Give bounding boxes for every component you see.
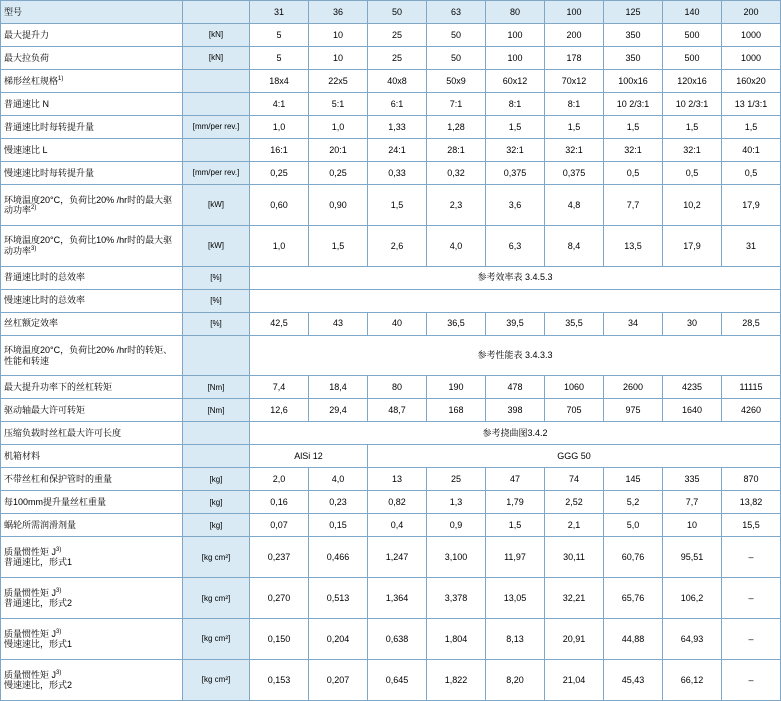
cell-value: 31 [722, 225, 781, 266]
row-label [1, 162, 183, 185]
row-label-secondary: 慢速速比，形式2 [4, 679, 73, 690]
cell-value: 0,5 [663, 162, 722, 185]
cell-value: 42,5 [250, 312, 309, 335]
cell-value: 25 [427, 468, 486, 491]
row-label [1, 139, 183, 162]
cell-value: 21,04 [545, 659, 604, 700]
row-label [1, 225, 183, 266]
cell-value: 13,82 [722, 491, 781, 514]
cell-value: 500 [663, 47, 722, 70]
cell-value: 80 [368, 376, 427, 399]
cell-value: 0,90 [309, 185, 368, 226]
row-label [1, 468, 183, 491]
row-label-superscript: 3) [56, 547, 62, 554]
table-row [1, 422, 781, 445]
row-label [1, 399, 183, 422]
cell-value: 18,4 [309, 376, 368, 399]
row-label-text: 压缩负载时丝杠最大许可长度 [4, 428, 122, 439]
cell-value: 4,0 [309, 468, 368, 491]
cell-value: 0,07 [250, 514, 309, 537]
cell-value: 29,4 [309, 399, 368, 422]
cell-value: 40x8 [368, 70, 427, 93]
cell-value: 30,11 [545, 537, 604, 578]
cell-value: 1,5 [368, 185, 427, 226]
cell-value: 100x16 [604, 70, 663, 93]
table-header-row [1, 1, 781, 24]
cell-value: 0,153 [250, 659, 309, 700]
row-unit: [%] [183, 312, 250, 335]
cell-value: 0,9 [427, 514, 486, 537]
row-label-text: 普通速比时的总效率 [4, 272, 86, 283]
cell-value: 50 [427, 47, 486, 70]
table-row [1, 266, 781, 289]
row-label [1, 514, 183, 537]
header-model-63: 63 [427, 1, 486, 24]
cell-value: 1,3 [427, 491, 486, 514]
row-unit: [kg cm²] [183, 578, 250, 619]
cell-value: 2,1 [545, 514, 604, 537]
row-span-note: 参考挠曲图3.4.2 [250, 422, 781, 445]
header-model-31: 31 [250, 1, 309, 24]
row-unit: [mm/per rev.] [183, 116, 250, 139]
cell-value: 8:1 [545, 93, 604, 116]
row-label-text: 最大拉负荷 [4, 52, 50, 63]
cell-value: 0,204 [309, 619, 368, 660]
row-label [1, 376, 183, 399]
cell-value: 0,237 [250, 537, 309, 578]
cell-value: 66,12 [663, 659, 722, 700]
row-unit: [kg cm²] [183, 619, 250, 660]
row-label [1, 578, 183, 619]
row-unit: [%] [183, 266, 250, 289]
cell-value: – [722, 659, 781, 700]
row-label-text: 质量惯性矩 J [4, 628, 57, 639]
cell-value: 1,28 [427, 116, 486, 139]
row-label [1, 422, 183, 445]
cell-value: 4:1 [250, 93, 309, 116]
cell-value: 1060 [545, 376, 604, 399]
cell-value: 1,5 [309, 225, 368, 266]
row-unit [183, 139, 250, 162]
row-label-text: 普通速比时每转提升量 [4, 121, 95, 132]
cell-value: 2,52 [545, 491, 604, 514]
cell-value: 2600 [604, 376, 663, 399]
cell-value: 0,5 [604, 162, 663, 185]
cell-value: 10 2/3:1 [604, 93, 663, 116]
row-label-superscript: 2) [31, 204, 37, 211]
table-row [1, 162, 781, 185]
cell-value: 12,6 [250, 399, 309, 422]
row-label-text: 质量惯性矩 J [4, 547, 57, 558]
table-row [1, 225, 781, 266]
cell-value: 120x16 [663, 70, 722, 93]
header-model-label: 型号 [1, 1, 183, 24]
cell-value: 13 [368, 468, 427, 491]
cell-value: 0,645 [368, 659, 427, 700]
cell-value: 478 [486, 376, 545, 399]
cell-value: 34 [604, 312, 663, 335]
row-label-secondary: 慢速速比，形式1 [4, 639, 73, 650]
cell-value: 13 1/3:1 [722, 93, 781, 116]
row-label [1, 445, 183, 468]
row-label-text: 丝杠额定效率 [4, 318, 59, 329]
cell-value: 32:1 [486, 139, 545, 162]
row-label-text: 蜗轮所需润滑剂量 [4, 520, 77, 531]
row-label-text: 不带丝杠和保护管时的重量 [4, 474, 113, 485]
row-unit [183, 93, 250, 116]
cell-value: 17,9 [663, 225, 722, 266]
cell-value: 178 [545, 47, 604, 70]
cell-value: 1,0 [250, 116, 309, 139]
row-label-text: 慢速速比时每转提升量 [4, 167, 95, 178]
cell-value: 8,13 [486, 619, 545, 660]
row-unit: [kN] [183, 47, 250, 70]
cell-value: 24:1 [368, 139, 427, 162]
row-label [1, 185, 183, 226]
cell-value: 5:1 [309, 93, 368, 116]
row-label-text: 慢速速比 L [4, 144, 48, 155]
cell-value: 398 [486, 399, 545, 422]
cell-value: 15,5 [722, 514, 781, 537]
row-split-left: AlSi 12 [250, 445, 368, 468]
table-row [1, 116, 781, 139]
cell-value: 1,79 [486, 491, 545, 514]
table-row [1, 399, 781, 422]
cell-value: 13,5 [604, 225, 663, 266]
row-label-superscript: 3) [56, 669, 62, 676]
cell-value: 0,513 [309, 578, 368, 619]
cell-value: 47 [486, 468, 545, 491]
row-label-text: 普通速比 N [4, 98, 50, 109]
cell-value: 1,0 [250, 225, 309, 266]
row-span-note: 参考效率表 3.4.5.3 [250, 266, 781, 289]
cell-value: 2,6 [368, 225, 427, 266]
row-unit: [Nm] [183, 376, 250, 399]
cell-value: 65,76 [604, 578, 663, 619]
cell-value: 335 [663, 468, 722, 491]
header-model-80: 80 [486, 1, 545, 24]
cell-value: 350 [604, 47, 663, 70]
cell-value: 1,0 [309, 116, 368, 139]
row-unit: [kg] [183, 514, 250, 537]
cell-value: 22x5 [309, 70, 368, 93]
cell-value: 1,5 [604, 116, 663, 139]
cell-value: 45,43 [604, 659, 663, 700]
table-row [1, 491, 781, 514]
cell-value: 32:1 [545, 139, 604, 162]
header-model-200: 200 [722, 1, 781, 24]
cell-value: 1640 [663, 399, 722, 422]
cell-value: 7,4 [250, 376, 309, 399]
row-label [1, 70, 183, 93]
cell-value: 870 [722, 468, 781, 491]
cell-value: 10 [309, 47, 368, 70]
cell-value: 70x12 [545, 70, 604, 93]
row-label-superscript: 1) [58, 75, 64, 82]
cell-value: 168 [427, 399, 486, 422]
row-unit [183, 70, 250, 93]
cell-value: 100 [486, 24, 545, 47]
row-label-text: 环境温度20°C，负荷比20% /hr时的最大驱动功率 [4, 194, 173, 215]
row-unit: [mm/per rev.] [183, 162, 250, 185]
cell-value: 0,4 [368, 514, 427, 537]
cell-value: 1,5 [486, 116, 545, 139]
cell-value: 0,32 [427, 162, 486, 185]
cell-value: 10,2 [663, 185, 722, 226]
row-unit: [Nm] [183, 399, 250, 422]
cell-value: 28:1 [427, 139, 486, 162]
row-unit: [kW] [183, 185, 250, 226]
cell-value: 200 [545, 24, 604, 47]
cell-value: 1000 [722, 24, 781, 47]
row-unit: [kg] [183, 468, 250, 491]
cell-value: 0,25 [250, 162, 309, 185]
row-label-text: 质量惯性矩 J [4, 669, 57, 680]
cell-value: 4,8 [545, 185, 604, 226]
cell-value: 3,100 [427, 537, 486, 578]
row-label-text: 慢速速比时的总效率 [4, 295, 86, 306]
cell-value: 60x12 [486, 70, 545, 93]
row-unit: [kN] [183, 24, 250, 47]
cell-value: 20,91 [545, 619, 604, 660]
cell-value: 1,364 [368, 578, 427, 619]
cell-value: 1,822 [427, 659, 486, 700]
cell-value: 48,7 [368, 399, 427, 422]
row-span-note [250, 289, 781, 312]
cell-value: 5,2 [604, 491, 663, 514]
table-row [1, 47, 781, 70]
cell-value: 7,7 [663, 491, 722, 514]
row-span-note: 参考性能表 3.4.3.3 [250, 335, 781, 376]
row-label [1, 266, 183, 289]
cell-value: 4,0 [427, 225, 486, 266]
header-model-50: 50 [368, 1, 427, 24]
cell-value: 36,5 [427, 312, 486, 335]
header-model-125: 125 [604, 1, 663, 24]
row-unit [183, 335, 250, 376]
table-row [1, 312, 781, 335]
header-unit [183, 1, 250, 24]
row-label-secondary: 普通速比，形式2 [4, 598, 73, 609]
row-label-text: 环境温度20°C，负荷比20% /hr时的转矩、性能和转速 [4, 345, 173, 366]
cell-value: 8:1 [486, 93, 545, 116]
row-label [1, 491, 183, 514]
cell-value: 0,375 [486, 162, 545, 185]
row-unit: [kg cm²] [183, 659, 250, 700]
cell-value: 74 [545, 468, 604, 491]
row-unit: [kg cm²] [183, 537, 250, 578]
table-row [1, 578, 781, 619]
header-model-140: 140 [663, 1, 722, 24]
row-label-superscript: 3) [56, 587, 62, 594]
table-row [1, 185, 781, 226]
cell-value: 1,5 [545, 116, 604, 139]
cell-value: 0,16 [250, 491, 309, 514]
row-unit: [kg] [183, 491, 250, 514]
cell-value: – [722, 578, 781, 619]
row-label [1, 93, 183, 116]
cell-value: 11115 [722, 376, 781, 399]
row-label-text: 环境温度20°C，负荷比10% /hr时的最大驱动功率 [4, 235, 173, 256]
row-label [1, 24, 183, 47]
cell-value: 160x20 [722, 70, 781, 93]
cell-value: 30 [663, 312, 722, 335]
cell-value: 17,9 [722, 185, 781, 226]
cell-value: 705 [545, 399, 604, 422]
row-label [1, 289, 183, 312]
cell-value: 32:1 [604, 139, 663, 162]
cell-value: 11,97 [486, 537, 545, 578]
cell-value: 106,2 [663, 578, 722, 619]
cell-value: 975 [604, 399, 663, 422]
row-label-text: 质量惯性矩 J [4, 587, 57, 598]
row-label [1, 659, 183, 700]
cell-value: 0,375 [545, 162, 604, 185]
row-unit [183, 445, 250, 468]
table-row [1, 619, 781, 660]
table-row [1, 335, 781, 376]
cell-value: 40:1 [722, 139, 781, 162]
cell-value: 4260 [722, 399, 781, 422]
row-label [1, 116, 183, 139]
cell-value: 25 [368, 24, 427, 47]
table-row [1, 659, 781, 700]
cell-value: 1,804 [427, 619, 486, 660]
cell-value: 13,05 [486, 578, 545, 619]
cell-value: 1,247 [368, 537, 427, 578]
cell-value: – [722, 619, 781, 660]
cell-value: 35,5 [545, 312, 604, 335]
row-label [1, 619, 183, 660]
cell-value: 0,60 [250, 185, 309, 226]
cell-value: 0,270 [250, 578, 309, 619]
table-row [1, 376, 781, 399]
cell-value: 6,3 [486, 225, 545, 266]
cell-value: 190 [427, 376, 486, 399]
cell-value: 3,378 [427, 578, 486, 619]
row-label-text: 最大提升力 [4, 29, 50, 40]
cell-value: 0,207 [309, 659, 368, 700]
cell-value: 5 [250, 47, 309, 70]
table-row [1, 139, 781, 162]
cell-value: 0,23 [309, 491, 368, 514]
row-label-superscript: 3) [31, 245, 37, 252]
cell-value: – [722, 537, 781, 578]
cell-value: 1,5 [663, 116, 722, 139]
cell-value: 7:1 [427, 93, 486, 116]
cell-value: 0,466 [309, 537, 368, 578]
cell-value: 6:1 [368, 93, 427, 116]
header-model-36: 36 [309, 1, 368, 24]
row-unit: [%] [183, 289, 250, 312]
cell-value: 64,93 [663, 619, 722, 660]
cell-value: 44,88 [604, 619, 663, 660]
cell-value: 1,5 [486, 514, 545, 537]
row-label-text: 梯形丝杠规格 [4, 75, 59, 86]
row-label [1, 47, 183, 70]
cell-value: 3,6 [486, 185, 545, 226]
row-label-text: 每100mm提升量丝杠重量 [4, 497, 107, 508]
cell-value: 16:1 [250, 139, 309, 162]
cell-value: 0,150 [250, 619, 309, 660]
cell-value: 5 [250, 24, 309, 47]
row-label-superscript: 3) [56, 628, 62, 635]
cell-value: 95,51 [663, 537, 722, 578]
row-label [1, 537, 183, 578]
cell-value: 350 [604, 24, 663, 47]
cell-value: 10 2/3:1 [663, 93, 722, 116]
row-label [1, 312, 183, 335]
cell-value: 20:1 [309, 139, 368, 162]
cell-value: 2,0 [250, 468, 309, 491]
cell-value: 1,5 [722, 116, 781, 139]
table-row [1, 93, 781, 116]
row-label-text: 机箱材料 [4, 451, 41, 462]
cell-value: 5,0 [604, 514, 663, 537]
cell-value: 0,82 [368, 491, 427, 514]
cell-value: 10 [309, 24, 368, 47]
cell-value: 50x9 [427, 70, 486, 93]
cell-value: 1,33 [368, 116, 427, 139]
cell-value: 32:1 [663, 139, 722, 162]
cell-value: 43 [309, 312, 368, 335]
row-unit [183, 422, 250, 445]
table-row [1, 289, 781, 312]
cell-value: 25 [368, 47, 427, 70]
cell-value: 28,5 [722, 312, 781, 335]
row-label-secondary: 普通速比，形式1 [4, 557, 73, 568]
cell-value: 100 [486, 47, 545, 70]
row-unit: [kW] [183, 225, 250, 266]
table-row [1, 468, 781, 491]
cell-value: 18x4 [250, 70, 309, 93]
cell-value: 8,20 [486, 659, 545, 700]
table-row [1, 70, 781, 93]
cell-value: 4235 [663, 376, 722, 399]
row-label [1, 335, 183, 376]
cell-value: 8,4 [545, 225, 604, 266]
cell-value: 50 [427, 24, 486, 47]
cell-value: 32,21 [545, 578, 604, 619]
cell-value: 500 [663, 24, 722, 47]
table-row [1, 514, 781, 537]
table-row [1, 445, 781, 468]
table-row [1, 537, 781, 578]
cell-value: 145 [604, 468, 663, 491]
cell-value: 2,3 [427, 185, 486, 226]
row-label-text: 驱动轴最大许可转矩 [4, 405, 86, 416]
row-split-right: GGG 50 [368, 445, 781, 468]
cell-value: 39,5 [486, 312, 545, 335]
cell-value: 1000 [722, 47, 781, 70]
cell-value: 0,15 [309, 514, 368, 537]
cell-value: 60,76 [604, 537, 663, 578]
header-model-100: 100 [545, 1, 604, 24]
cell-value: 10 [663, 514, 722, 537]
row-label-text: 最大提升功率下的丝杠转矩 [4, 382, 113, 393]
cell-value: 0,5 [722, 162, 781, 185]
cell-value: 7,7 [604, 185, 663, 226]
cell-value: 0,25 [309, 162, 368, 185]
cell-value: 0,33 [368, 162, 427, 185]
table-row [1, 24, 781, 47]
cell-value: 0,638 [368, 619, 427, 660]
cell-value: 40 [368, 312, 427, 335]
